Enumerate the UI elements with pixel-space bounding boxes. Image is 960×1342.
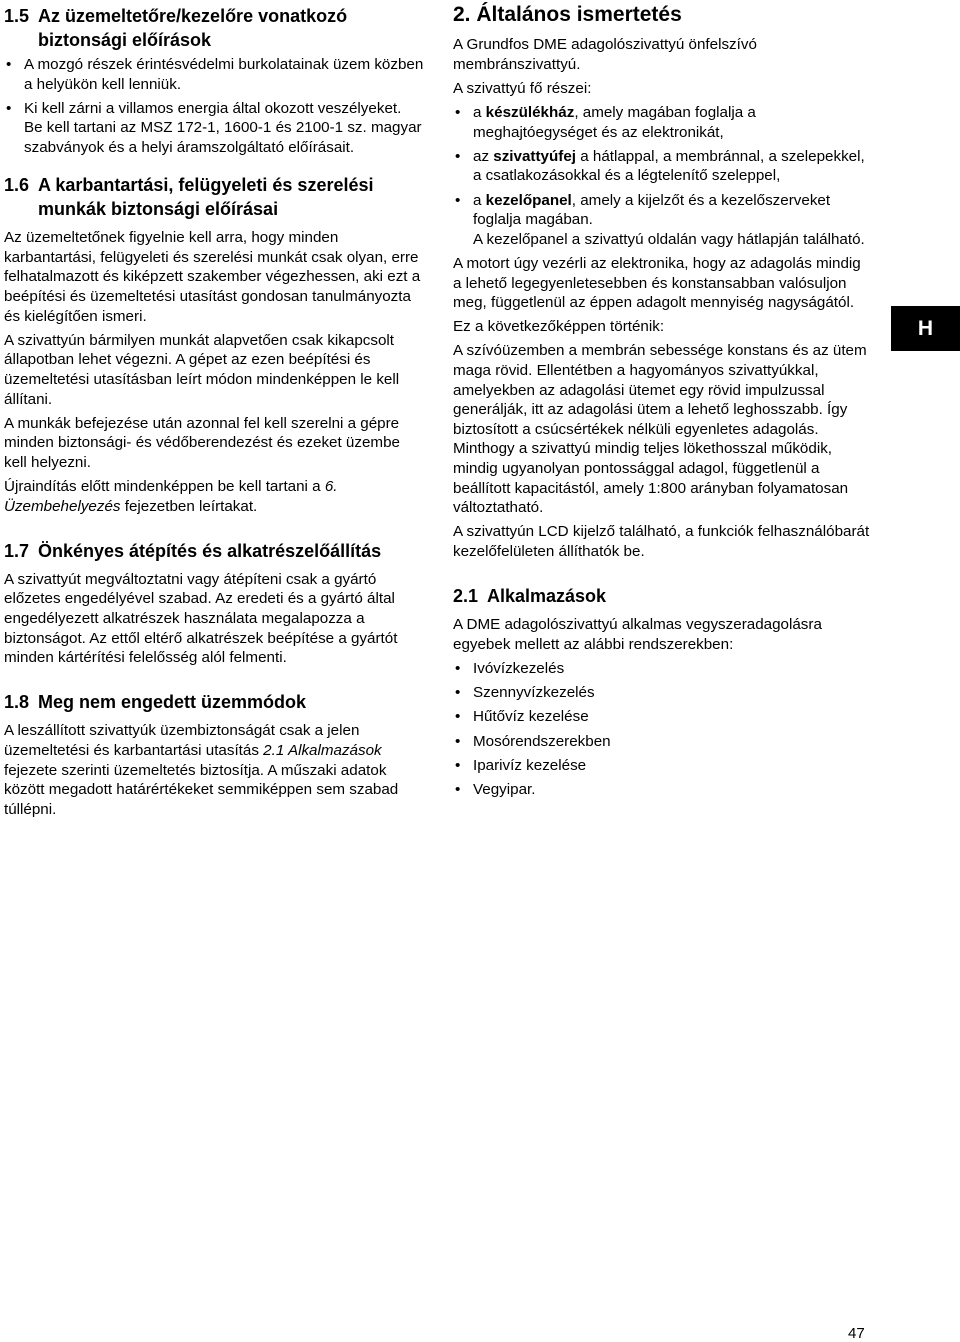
paragraph: Ez a következőképpen történik: [453, 318, 665, 336]
page-number: 47 [848, 1325, 865, 1342]
list-item: • Hűtővíz kezelése [453, 707, 873, 727]
paragraph: Újraindítás előtt mindenképpen be kell tartani a 6. Üzembehelyezés fejezetben leírtakat. [4, 478, 338, 515]
paragraph: A szivattyú fő részei: [453, 79, 592, 97]
section-1-5-heading: 1.5 Az üzemeltetőre/kezelőre vonatkozó biztonsági előírások [4, 6, 348, 50]
paragraph: A DME adagolószivattyú alkalmas vegyszeradagolásra egyebek mellett az alábbi rendszerekben: [453, 616, 822, 653]
section-2-heading: 2. Általános ismertetés [453, 3, 682, 26]
left-column [4, 0, 424, 824]
list-item: • Mosórendszerekben [453, 732, 873, 752]
section-1-7-heading: 1.7 Önkényes átépítés és alkatrészelőállítás [4, 540, 382, 561]
paragraph: A leszállított szivattyúk üzembiztonságát csak a jelen üzemeltetési és karbantartási utasítás 2.1 Alkalmazások fejezete szerinti üzemeltetés biztosítja. A műszaki adatok között megadott határértékeket semmiképpen sem szabad túllépni. [4, 722, 399, 818]
section-2-1-heading: 2.1 Alkalmazások [453, 586, 607, 607]
list-item: • a kezelőpanel, amely a kijelzőt és a kezelőszerveket foglalja magában. A kezelőpanel a szivattyú oldalán vagy hátlapján található. [453, 191, 873, 250]
list-item: • Szennyvízkezelés [453, 683, 873, 703]
applications-list [453, 659, 873, 800]
pump-parts-list [453, 103, 873, 249]
list-item: • a készülékház, amely magában foglalja a meghajtóegységet és az elektronikát, [453, 103, 873, 142]
paragraph: A motort úgy vezérli az elektronika, hogy az adagolás mindig a lehető legegyenletesebben és konstansabban valósuljon meg, függetlenül az éppen adagolt mennyiség nagyságától. [453, 254, 861, 312]
section-1-5-list [4, 55, 424, 158]
paragraph: A szívóüzemben a membrán sebessége konstans és az ütem maga rövid. Ellentétben a hagyományos szivattyúkkal, amelyekben az adagolási ütemet egy rövid impulzussal generálják, itt az adagolási ütem a lehető leghosszabb. Így biztosított a csúcsértékek nélküli egyenletes adagolás. Minthogy a szivattyú mindig teljes lökethosszal működik, mindig ugyanolyan pontossággal adagol, függetlenül a beállított kapacitástól, amely 1:800 arányban folyamatosan változtatható. [453, 342, 867, 517]
section-1-6-heading: 1.6 A karbantartási, felügyeleti és szerelési munkák biztonsági előírásai [4, 175, 374, 220]
chapter-reference: 2.1 Alkalmazások [263, 742, 382, 759]
paragraph: A szivattyút megváltoztatni vagy átépíteni csak a gyártó előzetes engedélyével szabad. Az eredeti és a gyártó által engedélyezett alkatrészek használata megalapozza a biztonságot. Az ettől eltérő alkatrészek beépítése a gyártót minden kártérítési felelősség alól felmenti. [4, 570, 398, 667]
language-tab: H [891, 306, 960, 351]
section-1-8-heading: 1.8 Meg nem engedett üzemmódok [4, 692, 307, 713]
list-item: • az szivattyúfej a hátlappal, a membránnal, a szelepekkel, a csatlakozásokkal és a légtelenítő szeleppel, [453, 147, 873, 186]
list-item: • Vegyipar. [453, 780, 873, 800]
paragraph: A szivattyún bármilyen munkát alapvetően csak kikapcsolt állapotban lehet végezni. A gépet az ezen beépítési és üzemeltetési utasításban leírt módon mindenképpen le kell állítani. [4, 331, 400, 408]
paragraph: A munkák befejezése után azonnal fel kell szerelni a gépre minden biztonsági- és védőberendezést és ezeket üzembe kell helyezni. [4, 414, 400, 471]
list-item: • A mozgó részek érintésvédelmi burkolatainak üzem közben a helyükön kell lenniük. [4, 55, 424, 94]
chapter-reference: 6. Üzembehelyezés [4, 478, 338, 515]
paragraph: A szivattyún LCD kijelző található, a funkciók felhasználóbarát kezelőfelületen állíthatók be. [453, 523, 870, 560]
paragraph: A Grundfos DME adagolószivattyú önfelszívó membránszivattyú. [453, 36, 757, 73]
paragraph: Az üzemeltetőnek figyelnie kell arra, hogy minden karbantartási, felügyeleti és szerelési munkát csak olyan, erre felhatalmazott és kiképzett szakember végezhessen, aki ezt a beépítési és üzemeltetési utasítást gondosan tanulmányozta és kielégítően ismeri. [4, 229, 421, 325]
list-item: • Ki kell zárni a villamos energia által okozott veszélyeket. Be kell tartani az MSZ 172-1, 1600-1 és 2100-1 sz. magyar szabványok és a helyi áramszolgáltató előírásait. [4, 99, 424, 158]
list-item: • Ivóvízkezelés [453, 659, 873, 679]
right-column [453, 0, 873, 804]
list-item: • Iparivíz kezelése [453, 756, 873, 776]
